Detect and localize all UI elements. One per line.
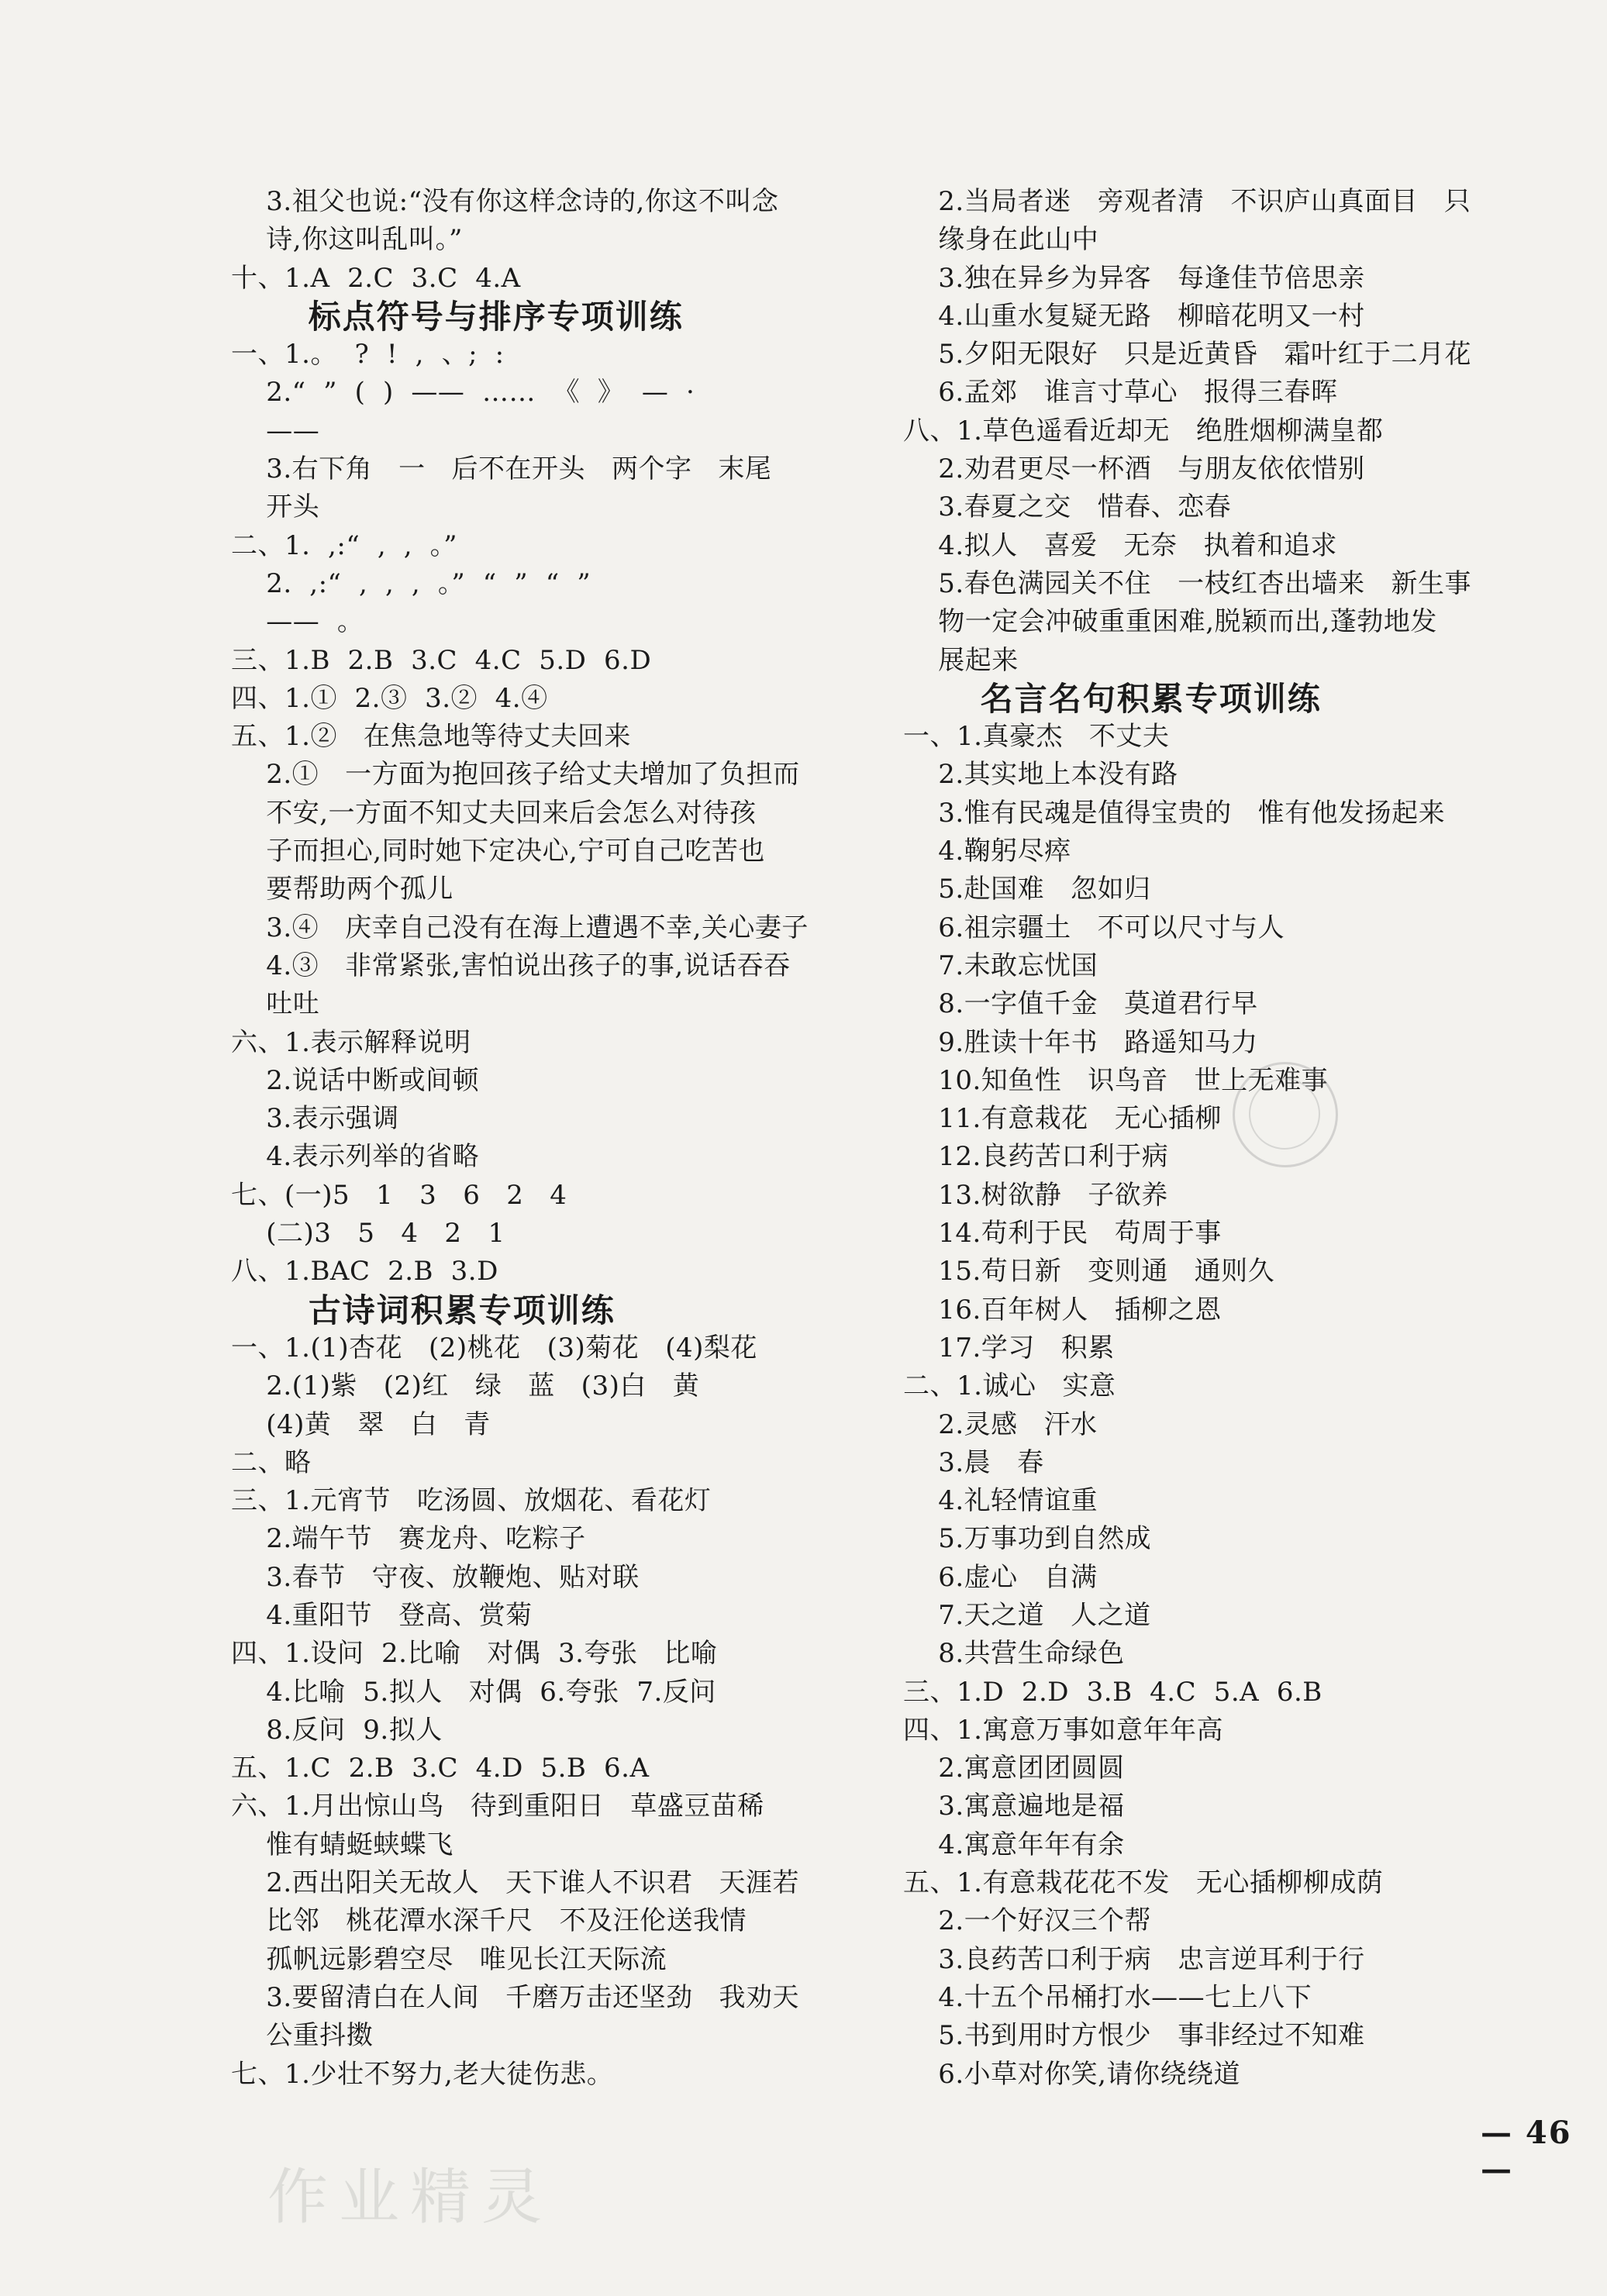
answer-line: 2.一个好汉三个帮 xyxy=(903,1905,1152,1937)
answer-line: (二)3 5 4 2 1 xyxy=(231,1218,505,1250)
answer-line: 7.天之道 人之道 xyxy=(903,1599,1151,1631)
answer-line: 2.西出阳关无故人 天下谁人不识君 天涯若 xyxy=(231,1867,800,1899)
answer-line: 公重抖擞 xyxy=(231,2020,374,2052)
answer-line: 四、1.寓意万事如意年年高 xyxy=(903,1714,1223,1746)
answer-line: 二、略 xyxy=(231,1446,312,1478)
answer-line: 子而担心,同时她下定决心,宁可自己吃苦也 xyxy=(231,836,765,867)
answer-line: 12.良药苦口利于病 xyxy=(903,1141,1169,1173)
answer-line: 五、1.② 在焦急地等待丈夫回来 xyxy=(231,721,631,753)
answer-line: 六、1.表示解释说明 xyxy=(231,1026,471,1058)
answer-line: 开头 xyxy=(231,491,320,523)
section-heading: 标点符号与排序专项训练 xyxy=(231,297,684,336)
answer-line: 八、1.草色遥看近却无 绝胜烟柳满皇都 xyxy=(903,415,1384,446)
answer-line: 五、1.有意栽花花不发 无心插柳柳成荫 xyxy=(903,1867,1384,1899)
answer-line: 7.未敢忘忧国 xyxy=(903,950,1098,981)
answer-line: 13.树欲静 子欲养 xyxy=(903,1179,1168,1211)
answer-line: 六、1.月出惊山鸟 待到重阳日 草盛豆苗稀 xyxy=(231,1791,764,1822)
answer-line: 8.反问 9.拟人 xyxy=(231,1714,443,1746)
answer-line: 孤帆远影碧空尽 唯见长江天际流 xyxy=(231,1943,667,1975)
answer-line: 4.寓意年年有余 xyxy=(903,1829,1125,1860)
section-heading: 古诗词积累专项训练 xyxy=(231,1291,616,1329)
answer-line: 惟有蜻蜓蛱蝶飞 xyxy=(231,1829,453,1860)
answer-line: 4.十五个吊桶打水——七上八下 xyxy=(903,1981,1312,2013)
answer-line: 3.寓意遍地是福 xyxy=(903,1791,1125,1822)
answer-line: 16.百年树人 插柳之恩 xyxy=(903,1294,1222,1326)
answer-line: 3.惟有民魂是值得宝贵的 惟有他发扬起来 xyxy=(903,797,1446,829)
answer-line: 物一定会冲破重重困难,脱颖而出,蓬勃地发 xyxy=(903,606,1437,638)
answer-line: 2.“ ” ( ) —— …… 《 》 — · xyxy=(231,377,695,409)
answer-line: 14.苟利于民 苟周于事 xyxy=(903,1218,1222,1250)
answer-line: 6.小草对你笑,请你绕绕道 xyxy=(903,2058,1240,2090)
answer-line: 11.有意栽花 无心插柳 xyxy=(903,1103,1222,1135)
answer-line: 五、1.C 2.B 3.C 4.D 5.B 6.A xyxy=(231,1753,650,1784)
answer-line: 4.表示列举的省略 xyxy=(231,1141,480,1173)
answer-line: 6.虚心 自满 xyxy=(903,1561,1098,1593)
answer-line: 三、1.元宵节 吃汤圆、放烟花、看花灯 xyxy=(231,1485,712,1517)
answer-line: 3.春节 守夜、放鞭炮、贴对联 xyxy=(231,1561,640,1593)
answer-line: 3.要留清白在人间 千磨万击还坚劲 我劝天 xyxy=(231,1981,800,2013)
answer-line: 比邻 桃花潭水深千尺 不及汪伦送我情 xyxy=(231,1905,747,1937)
answer-line: 3.春夏之交 惜春、恋春 xyxy=(903,491,1232,523)
answer-line: 4.鞠躬尽瘁 xyxy=(903,836,1071,867)
answer-line: 4.山重水复疑无路 柳暗花明又一村 xyxy=(903,300,1365,332)
answer-line: (4)黄 翠 白 青 xyxy=(231,1408,491,1440)
answer-line: 4.礼轻情谊重 xyxy=(903,1485,1098,1517)
answer-line: 5.春色满园关不住 一枝红杏出墙来 新生事 xyxy=(903,567,1472,599)
answer-line: 17.学习 积累 xyxy=(903,1332,1115,1363)
answer-line: 2.当局者迷 旁观者清 不识庐山真面目 只 xyxy=(903,186,1471,217)
page-number: — 46 — xyxy=(1481,2115,1572,2187)
answer-line: 一、1.真豪杰 不丈夫 xyxy=(903,721,1170,753)
answer-line: 吐吐 xyxy=(231,988,320,1020)
answer-line: 2.① 一方面为抱回孩子给丈夫增加了负担而 xyxy=(231,759,800,791)
answer-line: 3.表示强调 xyxy=(231,1103,399,1135)
answer-line: 3.祖父也说:“没有你这样念诗的,你这不叫念 xyxy=(231,186,779,217)
answer-line: 三、1.D 2.D 3.B 4.C 5.A 6.B xyxy=(903,1676,1322,1708)
answer-line: 三、1.B 2.B 3.C 4.C 5.D 6.D xyxy=(231,644,652,676)
answer-line: 4.比喻 5.拟人 对偶 6.夸张 7.反问 xyxy=(231,1676,716,1708)
answer-line: 3.④ 庆幸自己没有在海上遭遇不幸,关心妻子 xyxy=(231,912,809,943)
answer-line: 9.胜读十年书 路遥知马力 xyxy=(903,1026,1258,1058)
answer-line: 2.劝君更尽一杯酒 与朋友依依惜别 xyxy=(903,453,1365,485)
answer-line: 2.其实地上本没有路 xyxy=(903,759,1178,791)
answer-line: 6.祖宗疆土 不可以尺寸与人 xyxy=(903,912,1285,943)
answer-line: 不安,一方面不知丈夫回来后会怎么对待孩 xyxy=(231,797,757,829)
answer-line: —— xyxy=(231,415,320,446)
answer-line: 诗,你这叫乱叫。” xyxy=(231,224,463,256)
answer-line: 5.万事功到自然成 xyxy=(903,1523,1152,1555)
left-column xyxy=(231,183,867,2094)
answer-line: 2.灵感 汗水 xyxy=(903,1408,1098,1440)
stamp-seal xyxy=(1233,1062,1338,1167)
answer-line: 四、1.① 2.③ 3.② 4.④ xyxy=(231,682,548,714)
answer-line: 一、1.。 ? ! , 、; : xyxy=(231,339,505,371)
answer-line: 十、1.A 2.C 3.C 4.A xyxy=(231,262,521,294)
answer-line: 3.晨 春 xyxy=(903,1446,1044,1478)
answer-line: 2. ,:“ , , , 。” “ ” “ ” xyxy=(231,567,591,599)
answer-line: 七、(一)5 1 3 6 2 4 xyxy=(231,1179,567,1211)
answer-line: 6.孟郊 谁言寸草心 报得三春晖 xyxy=(903,377,1338,409)
answer-line: 8.共营生命绿色 xyxy=(903,1638,1125,1670)
answer-line: 二、1. ,:“ , , 。” xyxy=(231,529,458,561)
answer-line: 2.寓意团团圆圆 xyxy=(903,1753,1125,1784)
answer-line: 3.独在异乡为异客 每逢佳节倍思亲 xyxy=(903,262,1365,294)
answer-line: 8.一字值千金 莫道君行早 xyxy=(903,988,1258,1020)
answer-line: —— 。 xyxy=(231,606,364,638)
answer-line: 5.夕阳无限好 只是近黄昏 霜叶红于二月花 xyxy=(903,339,1472,371)
answer-line: 3.右下角 一 后不在开头 两个字 末尾 xyxy=(231,453,772,485)
answer-line: 3.良药苦口利于病 忠言逆耳利于行 xyxy=(903,1943,1365,1975)
answer-line: 2.端午节 赛龙舟、吃粽子 xyxy=(231,1523,586,1555)
answer-line: 四、1.设问 2.比喻 对偶 3.夸张 比喻 xyxy=(231,1638,718,1670)
right-column xyxy=(903,183,1547,2094)
answer-line: 2.(1)紫 (2)红 绿 蓝 (3)白 黄 xyxy=(231,1370,700,1402)
answer-line: 八、1.BAC 2.B 3.D xyxy=(231,1256,498,1288)
watermark: 作业精灵 xyxy=(267,2163,553,2232)
answer-line: 展起来 xyxy=(903,644,1019,676)
answer-line: 缘身在此山中 xyxy=(903,224,1099,256)
answer-line: 5.书到用时方恨少 事非经过不知难 xyxy=(903,2020,1365,2052)
answer-line: 4.③ 非常紧张,害怕说出孩子的事,说话吞吞 xyxy=(231,950,791,981)
answer-line: 5.赴国难 忽如归 xyxy=(903,874,1151,905)
answer-line: 七、1.少壮不努力,老大徒伤悲。 xyxy=(231,2058,614,2090)
answer-line: 一、1.(1)杏花 (2)桃花 (3)菊花 (4)梨花 xyxy=(231,1332,757,1363)
answer-line: 10.知鱼性 识鸟音 世上无难事 xyxy=(903,1064,1329,1096)
answer-line: 2.说话中断或间顿 xyxy=(231,1064,480,1096)
answer-line: 15.苟日新 变则通 通则久 xyxy=(903,1256,1275,1288)
answer-line: 4.拟人 喜爱 无奈 执着和追求 xyxy=(903,529,1337,561)
answer-line: 二、1.诚心 实意 xyxy=(903,1370,1116,1402)
answer-line: 要帮助两个孤儿 xyxy=(231,874,453,905)
section-heading: 名言名句积累专项训练 xyxy=(903,679,1322,718)
answer-line: 4.重阳节 登高、赏菊 xyxy=(231,1599,533,1631)
